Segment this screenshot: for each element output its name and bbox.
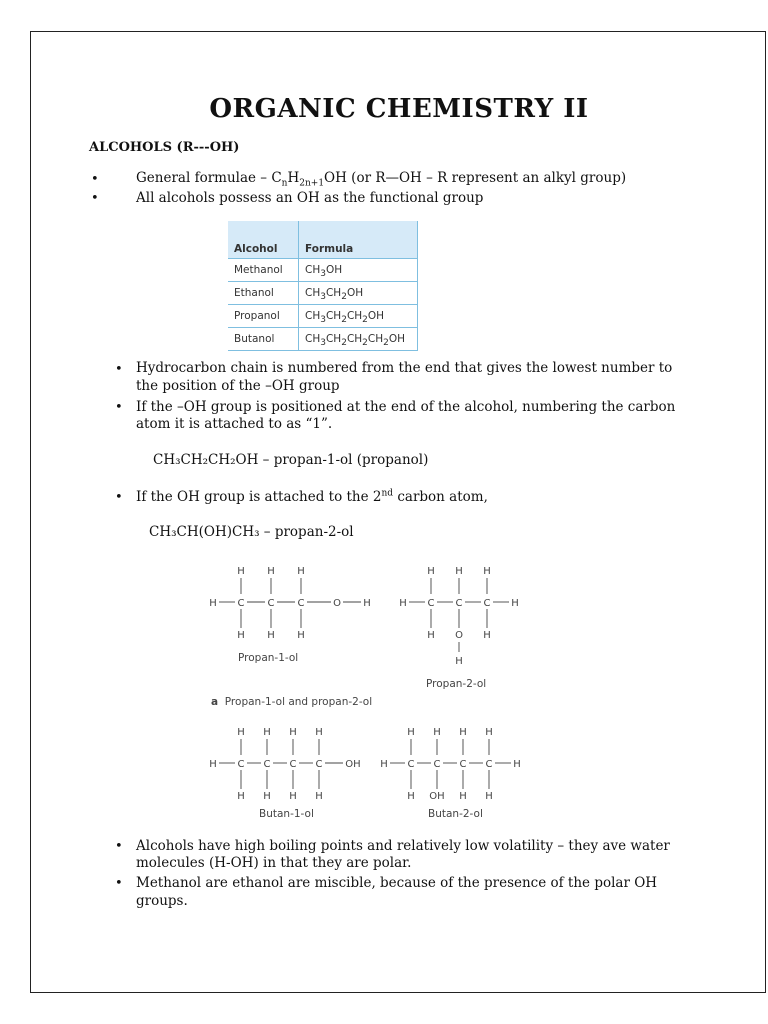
atom-h: H <box>485 727 493 738</box>
propan-1-ol-label: Propan-1-ol <box>238 652 299 664</box>
atom-c: C <box>237 598 245 609</box>
bullet-glyph: • <box>91 172 99 187</box>
atom-h: H <box>483 566 491 577</box>
atom-h: H <box>363 598 371 609</box>
functional-group-text: All alcohols possess an OH as the functional group <box>136 190 484 206</box>
atom-h: H <box>315 727 323 738</box>
bullet-glyph: • <box>115 876 123 891</box>
propan-1-ol-structure <box>201 562 371 647</box>
atom-c: C <box>237 759 245 770</box>
atom-c: C <box>289 759 297 770</box>
formula-cell: $CH_3CH_2OH$ <box>299 282 418 305</box>
section-heading: ALCOHOLS (R---OH) <box>89 140 240 155</box>
atom-h: H <box>483 630 491 641</box>
alcohol-name-cell: Butanol <box>228 328 299 351</box>
atom-o: O <box>455 630 463 641</box>
table-row <box>228 259 418 282</box>
butan-1-ol-label: Butan-1-ol <box>259 808 314 820</box>
butan-1-ol-structure <box>201 725 371 800</box>
atom-c: C <box>297 598 305 609</box>
propan-2-ol-label: Propan-2-ol <box>426 678 487 690</box>
second-carbon-text: If the OH group is attached to the 2nd carbon atom, <box>136 488 488 505</box>
miscible-text-line2: groups. <box>136 893 188 909</box>
atom-h: H <box>511 598 519 609</box>
atom-h: H <box>485 791 493 802</box>
general-formula-text: General formulae – $C_nH_{2n+1}OH$ (or R—OH – R represent an alkyl group) <box>136 170 627 189</box>
bullet-glyph: • <box>115 490 123 505</box>
atom-h: H <box>427 566 435 577</box>
atom-h: H <box>289 791 297 802</box>
atom-h: H <box>209 759 217 770</box>
atom-c: C <box>459 759 467 770</box>
table-header-formula: Formula <box>299 221 418 259</box>
atom-h: H <box>513 759 521 770</box>
atom-h: H <box>455 566 463 577</box>
atom-h: H <box>315 791 323 802</box>
atom-h: H <box>263 791 271 802</box>
atom-h: H <box>433 727 441 738</box>
atom-c: C <box>483 598 491 609</box>
formula-cell: $CH_3OH$ <box>299 259 418 282</box>
atom-h: H <box>237 791 245 802</box>
atom-c: C <box>267 598 275 609</box>
atom-c: C <box>455 598 463 609</box>
atom-h: H <box>459 727 467 738</box>
alcohol-table <box>228 221 418 351</box>
propan-2-ol-structure <box>393 562 533 672</box>
atom-h: H <box>297 566 305 577</box>
atom-h: H <box>237 630 245 641</box>
page-title: ORGANIC CHEMISTRY II <box>209 94 589 124</box>
boiling-point-text-line1: Alcohols have high boiling points and relatively low volatility – they ave water <box>136 838 670 854</box>
end-position-text-line2: atom it is attached to as “1”. <box>136 416 333 432</box>
atom-h: H <box>297 630 305 641</box>
atom-h: H <box>237 566 245 577</box>
atom-h: H <box>267 566 275 577</box>
page-frame <box>30 31 766 993</box>
atom-h: H <box>427 630 435 641</box>
alcohol-name-cell: Methanol <box>228 259 299 282</box>
table-row <box>228 282 418 305</box>
figure-caption-a: a Propan-1-ol and propan-2-ol <box>211 696 373 708</box>
hydroxyl-group: OH <box>345 759 361 770</box>
butan-2-ol-structure <box>376 725 536 800</box>
atom-h: H <box>407 727 415 738</box>
atom-h: H <box>455 656 463 667</box>
atom-c: C <box>315 759 323 770</box>
table-header-row <box>228 221 418 259</box>
miscible-text-line1: Methanol are ethanol are miscible, because of the presence of the polar OH <box>136 875 658 891</box>
hydroxyl-group: OH <box>429 791 445 802</box>
alcohol-name-cell: Propanol <box>228 305 299 328</box>
atom-h: H <box>263 727 271 738</box>
boiling-point-text-line2: molecules (H-OH) in that they are polar. <box>136 855 412 871</box>
formula-cell: $CH_3CH_2CH_2OH$ <box>299 305 418 328</box>
atom-h: H <box>399 598 407 609</box>
numbering-text-line1: Hydrocarbon chain is numbered from the end that gives the lowest number to <box>136 360 673 376</box>
atom-c: C <box>407 759 415 770</box>
alcohol-name-cell: Ethanol <box>228 282 299 305</box>
formula-cell: $CH_3CH_2CH_2CH_2OH$ <box>299 328 418 351</box>
atom-h: H <box>237 727 245 738</box>
atom-h: H <box>407 791 415 802</box>
table-row <box>228 328 418 351</box>
atom-h: H <box>267 630 275 641</box>
table-row <box>228 305 418 328</box>
atom-c: C <box>263 759 271 770</box>
table-header-alcohol: Alcohol <box>228 221 299 259</box>
bullet-glyph: • <box>115 400 123 415</box>
atom-c: C <box>427 598 435 609</box>
butan-2-ol-label: Butan-2-ol <box>428 808 483 820</box>
atom-h: H <box>289 727 297 738</box>
numbering-text-line2: the position of the –OH group <box>136 378 340 394</box>
propan-2-ol-equation: CH₃CH(OH)CH₃ – propan-2-ol <box>149 524 354 540</box>
atom-o: O <box>333 598 341 609</box>
bullet-glyph: • <box>115 362 123 377</box>
bullet-glyph: • <box>91 191 99 206</box>
atom-h: H <box>209 598 217 609</box>
atom-h: H <box>459 791 467 802</box>
end-position-text-line1: If the –OH group is positioned at the end of the alcohol, numbering the carbon <box>136 399 676 415</box>
atom-c: C <box>485 759 493 770</box>
bullet-glyph: • <box>115 839 123 854</box>
atom-h: H <box>380 759 388 770</box>
atom-c: C <box>433 759 441 770</box>
propan-1-ol-equation: CH₃CH₂CH₂OH – propan-1-ol (propanol) <box>153 452 429 468</box>
